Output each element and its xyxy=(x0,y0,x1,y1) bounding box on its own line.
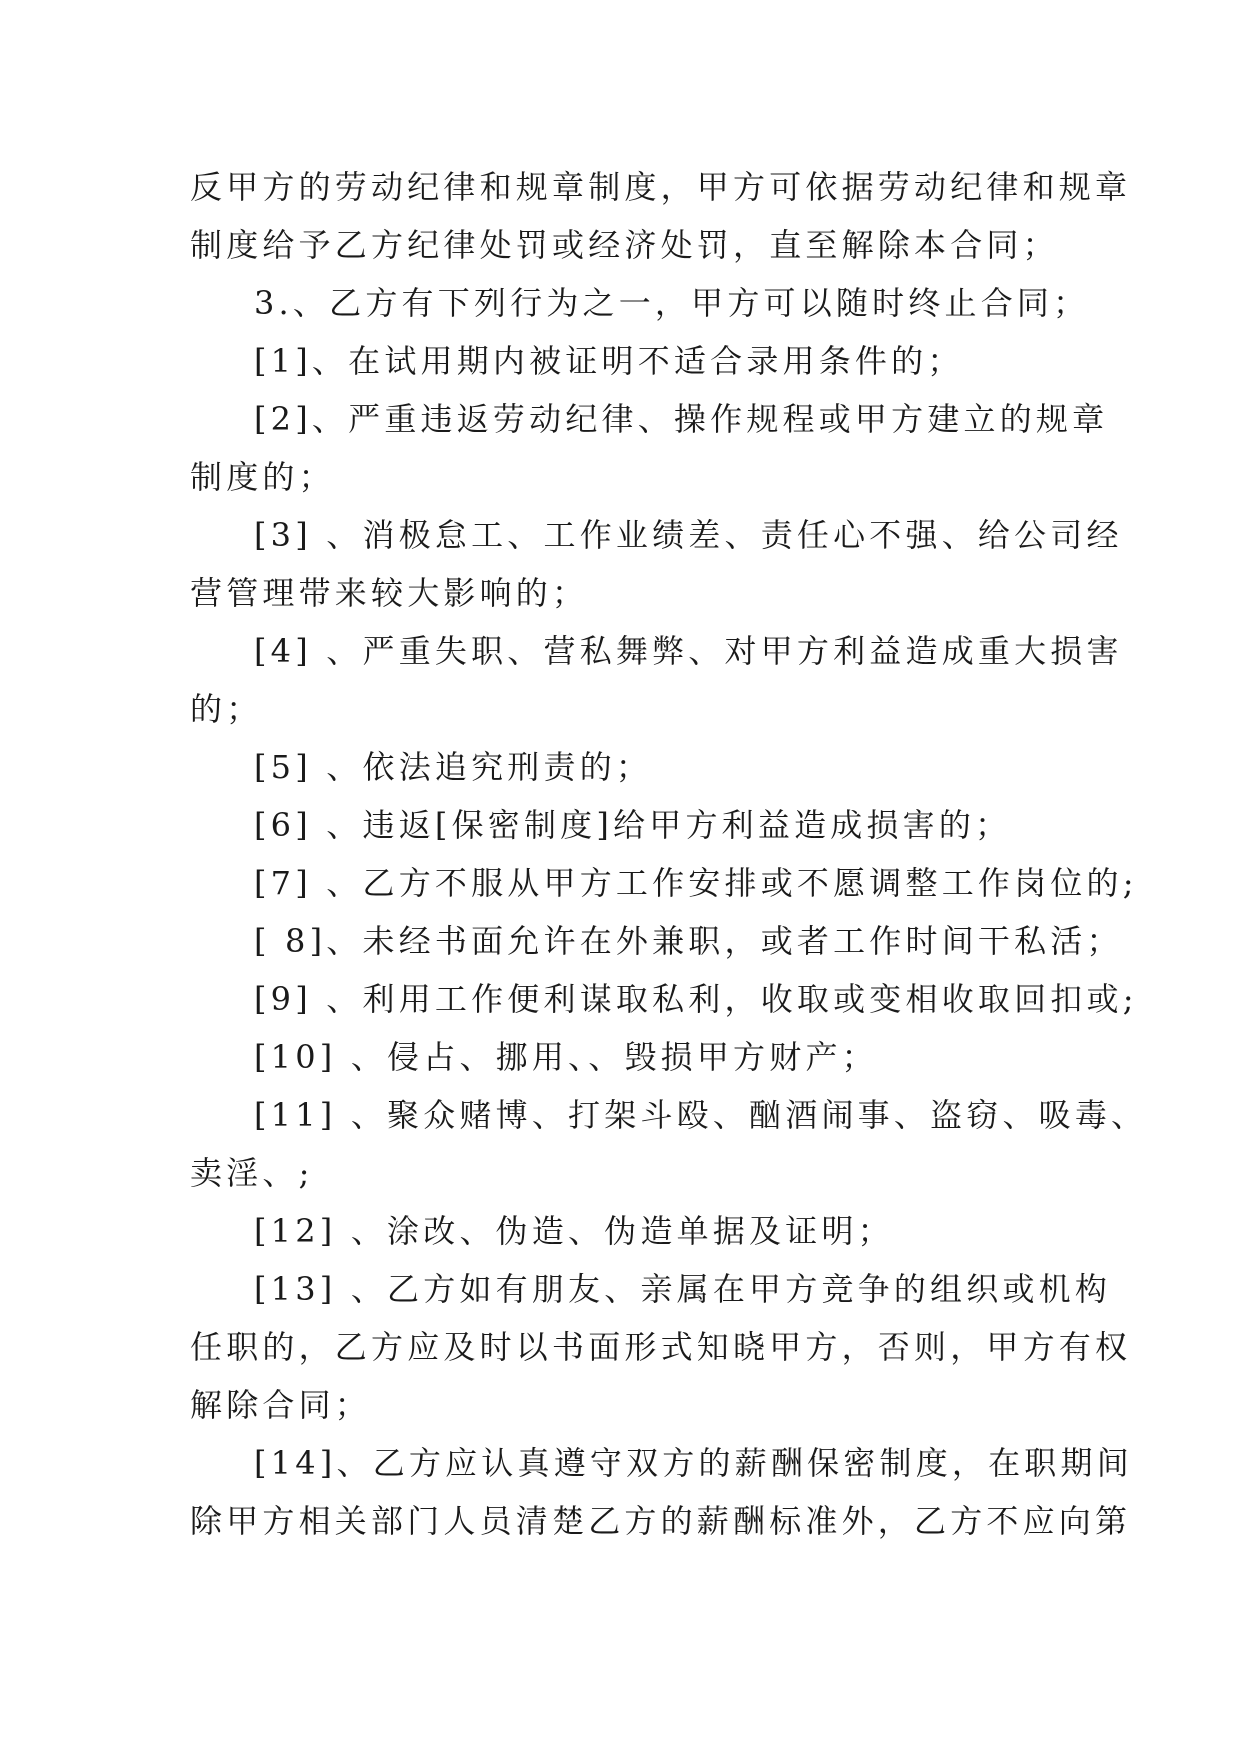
list-item: [14]、乙方应认真遵守双方的薪酬保密制度，在职期间 xyxy=(254,1444,1133,1482)
list-item: [11] 、聚众赌博、打架斗殴、酗酒闹事、盗窃、吸毒、 xyxy=(254,1096,1148,1134)
text-line: 反甲方的劳动纪律和规章制度，甲方可依据劳动纪律和规章 xyxy=(190,168,1132,206)
list-item: [1]、在试用期内被证明不适合录用条件的； xyxy=(254,342,964,380)
document-body xyxy=(190,158,1148,1550)
text-line: 任职的，乙方应及时以书面形式知晓甲方，否则，甲方有权 xyxy=(190,1328,1132,1366)
list-item: [5] 、依法追究刑责的； xyxy=(254,748,653,786)
list-item: [ 8]、未经书面允许在外兼职，或者工作时间干私活； xyxy=(254,922,1123,960)
list-item: [7] 、乙方不服从甲方工作安排或不愿调整工作岗位的; xyxy=(254,864,1138,902)
text-line: 制度给予乙方纪律处罚或经济处罚，直至解除本合同； xyxy=(190,226,1059,264)
text-line: 解除合同； xyxy=(190,1386,372,1424)
list-item: [9] 、利用工作便利谋取私利，收取或变相收取回扣或; xyxy=(254,980,1138,1018)
clause-heading: 3.、乙方有下列行为之一，甲方可以随时终止合同； xyxy=(254,284,1090,322)
text-line: 制度的； xyxy=(190,458,335,496)
list-item: [3] 、消极怠工、工作业绩差、责任心不强、给公司经 xyxy=(254,516,1123,554)
list-item: [6] 、违返[保密制度]给甲方利益造成损害的； xyxy=(254,806,1012,844)
list-item: [2]、严重违返劳动纪律、操作规程或甲方建立的规章 xyxy=(254,400,1109,438)
text-line: 营管理带来较大影响的； xyxy=(190,574,589,612)
list-item: [4] 、严重失职、营私舞弊、对甲方利益造成重大损害 xyxy=(254,632,1123,670)
list-item: [10] 、侵占、挪用、、毁损甲方财产； xyxy=(254,1038,878,1076)
list-item: [13] 、乙方如有朋友、亲属在甲方竞争的组织或机构 xyxy=(254,1270,1112,1308)
text-line: 除甲方相关部门人员清楚乙方的薪酬标准外，乙方不应向第 xyxy=(190,1502,1132,1540)
text-line: 的； xyxy=(190,690,263,728)
text-line: 卖淫、; xyxy=(190,1154,314,1192)
list-item: [12] 、涂改、伪造、伪造单据及证明； xyxy=(254,1212,894,1250)
